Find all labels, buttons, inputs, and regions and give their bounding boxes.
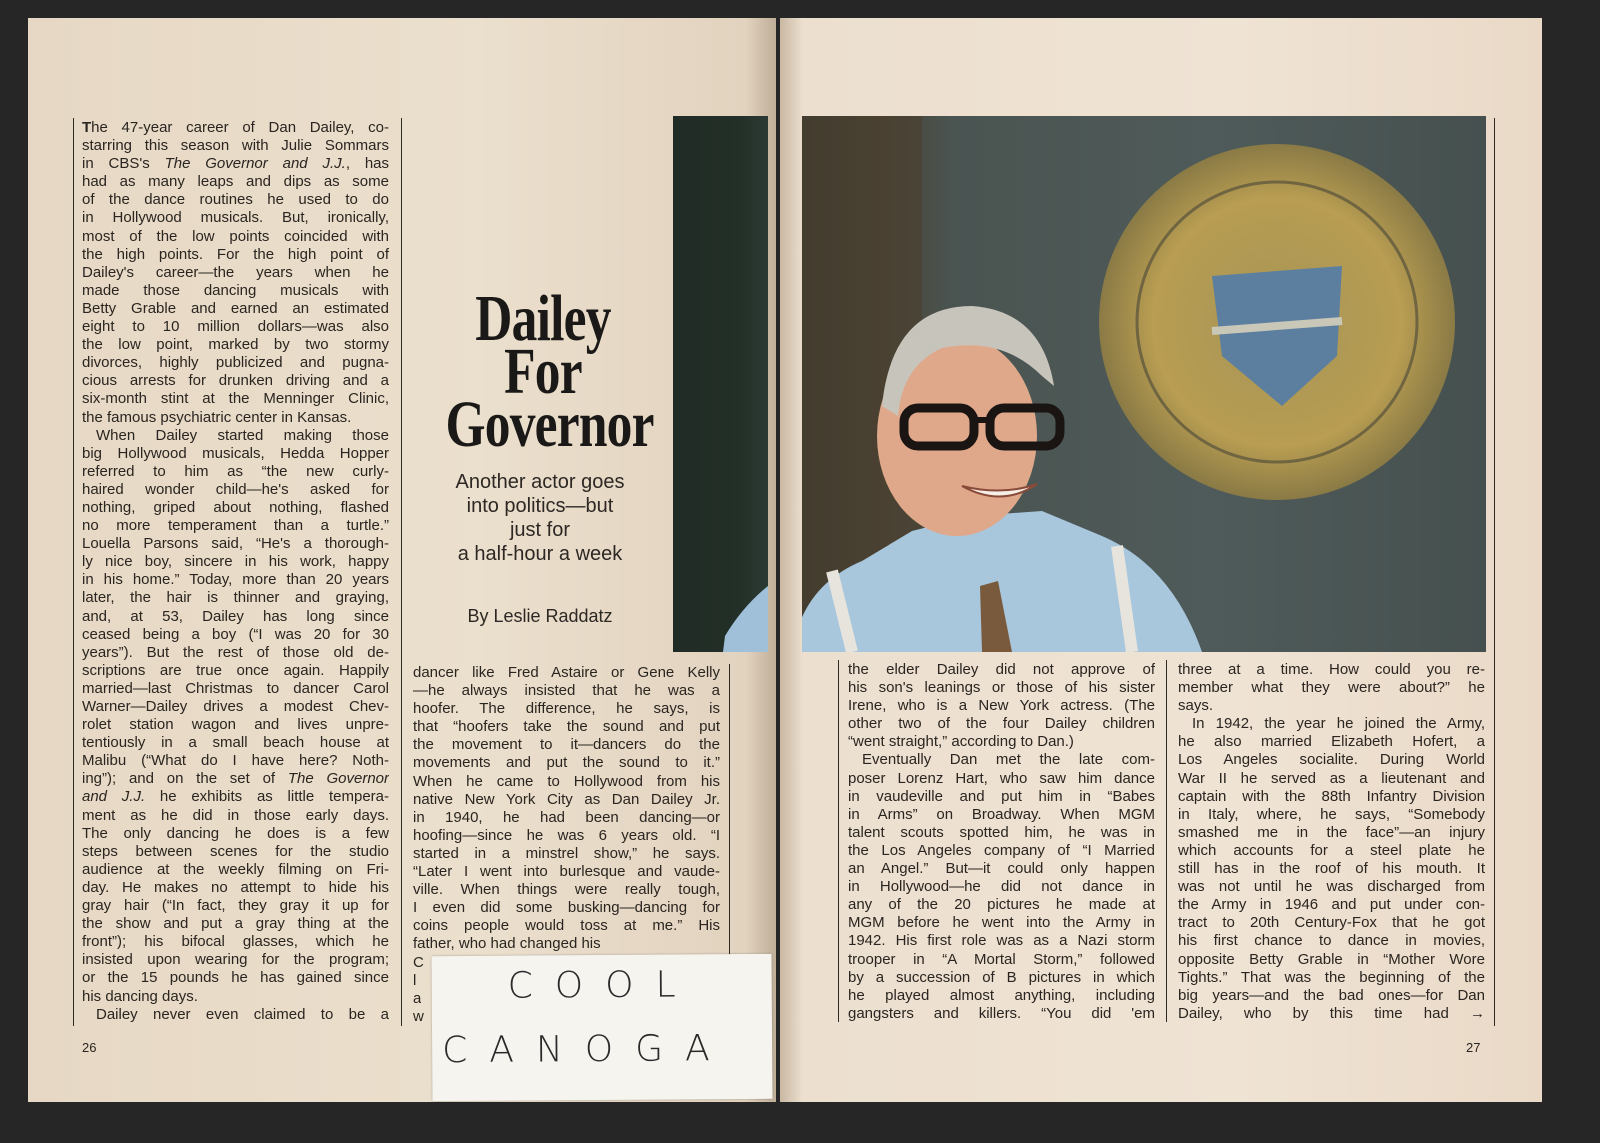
text-line: the movement to it—dancers do the — [413, 736, 720, 754]
text-line: steps between scenes for the studio — [82, 842, 389, 860]
text-line: “Later I went into burlesque and vaude- — [413, 863, 720, 881]
text-line: the Army in 1946 and put under con- — [1178, 896, 1485, 914]
text-line: —he always insisted that he was a — [413, 682, 720, 700]
text-line — [82, 788, 389, 806]
text-line: of the dance routines he used to do — [82, 191, 389, 209]
text-line: Irene, who is a New York actress. (The — [848, 697, 1155, 715]
text-line: had as many leaps and dips as some — [82, 173, 389, 191]
text-line: Tights.” That was the beginning of the — [1178, 968, 1485, 986]
text-line: ceased being a boy (“I was 20 for 30 — [82, 625, 389, 643]
text-line: In 1942, the year he joined the Army, — [1192, 715, 1485, 733]
text-line: w — [413, 1007, 424, 1025]
text-line: still has in the roof of his mouth. It — [1178, 860, 1485, 878]
text-line: Dailey, who by this time had → — [1178, 1004, 1485, 1022]
text-line: The only dancing he does is a few — [82, 824, 389, 842]
text-line: MGM before he went into the Army in — [848, 914, 1155, 932]
text-line: rolet station wagon and lives unpre- — [82, 716, 389, 734]
text-line: he also married Elizabeth Hofert, a — [1178, 733, 1485, 751]
text-segment: in CBS's — [82, 155, 165, 173]
subtitle-line: just for — [509, 519, 571, 541]
text-line: referred to him as “the new curly- — [82, 462, 389, 480]
text-line: a — [413, 989, 422, 1007]
text-line: in vaudeville and put him in “Babes — [848, 787, 1155, 805]
text-line: movements and put the sound to it.” — [413, 754, 720, 772]
text-segment: he 47-year career of Dan Dailey, co- — [91, 119, 389, 136]
column-rule — [73, 118, 74, 1026]
text-line: the show and put a gray thing at the — [82, 915, 389, 933]
text-line: Dailey never even claimed to be a — [96, 1005, 389, 1023]
text-line: big Hollywood musicals, Hedda Hopper — [82, 444, 389, 462]
photo-illustration — [802, 116, 1486, 652]
text-line: the high points. For the high point of — [82, 245, 389, 263]
subtitle-line: into politics—but — [466, 495, 614, 517]
subtitle-line: a half-hour a week — [457, 543, 623, 565]
text-line: poser Lorenz Hart, who saw him dance — [848, 769, 1155, 787]
text-line: was not until he was discharged from — [1178, 878, 1485, 896]
text-line: six-month stint at the Menninger Clinic, — [82, 390, 389, 408]
text-line: talent scouts spotted him, he was in — [848, 823, 1155, 841]
text-line: and, at 53, Dailey has long since — [82, 607, 389, 625]
text-line: three at a time. How could you re- — [1178, 661, 1485, 678]
headline-line: Dailey — [475, 282, 611, 355]
photo-dan-dailey — [802, 116, 1486, 652]
text-line: dancer like Fred Astaire or Gene Kelly — [413, 664, 720, 681]
text-line — [82, 770, 389, 788]
text-line: his dancing days. — [82, 987, 198, 1005]
headline-line: For — [504, 335, 582, 408]
text-line: started in a minstrel show,” he says. — [413, 844, 720, 862]
article-subtitle — [420, 470, 660, 566]
text-line: in his home.” Today, more than 20 years — [82, 571, 389, 589]
text-line: most of the low points coincided with — [82, 227, 389, 245]
text-line: years”). But the rest of those old de- — [82, 643, 389, 661]
text-line: 1942. His first role was as a Nazi storm — [848, 932, 1155, 950]
text-line: I even did some busking—dancing for — [413, 899, 720, 917]
text-line: cious arrests for drunken driving and a — [82, 372, 389, 390]
text-line — [82, 155, 389, 173]
headline-line: Governor — [445, 388, 654, 461]
text-line: in Hollywood—he did not dance in — [848, 878, 1155, 896]
text-line: in Arms” on Broadway. When MGM — [848, 805, 1155, 823]
text-line: the low point, marked by two stormy — [82, 336, 389, 354]
text-line: gangsters and killers. “You did 'em — [848, 1004, 1155, 1022]
text-line: big years—and the bad ones—for Dan — [1178, 986, 1485, 1004]
column-rule — [1166, 660, 1167, 1022]
text-line: by a succession of B pictures in which — [848, 968, 1155, 986]
text-line: Warner—Dailey drives a modest Chev- — [82, 698, 389, 715]
text-line: “went straight,” according to Dan.) — [848, 733, 1074, 751]
photo-shirt-shape — [673, 116, 768, 652]
note-line-2: CANOGA — [442, 1028, 732, 1072]
text-line: married—last Christmas to dancer Carol — [82, 679, 389, 697]
text-line: haired wonder child—he's asked for — [82, 480, 389, 498]
text-line: l — [413, 971, 417, 989]
subtitle-line: Another actor goes — [455, 471, 625, 493]
text-line: tentiously in a small beach house at — [82, 734, 389, 752]
text-line: C — [413, 953, 424, 971]
text-line: day. He makes no attempt to hide his — [82, 878, 389, 896]
text-segment: , has — [345, 155, 389, 173]
text-line — [82, 119, 389, 137]
text-line: Eventually Dan met the late com- — [862, 751, 1155, 769]
text-line: later, the hair is thinner and graying, — [82, 589, 389, 607]
text-line: Los Angeles socialite. During World — [1178, 751, 1485, 769]
text-line: made those dancing musicals with — [82, 281, 389, 299]
text-line: War II he served as a lieutenant and — [1178, 769, 1485, 787]
column-rule — [401, 118, 402, 1026]
text-line: the famous psychiatric center in Kansas. — [82, 408, 352, 426]
text-line: Louella Parsons said, “He's a thorough- — [82, 535, 389, 553]
page-number-right: 27 — [1466, 1040, 1481, 1055]
text-line: says. — [1178, 697, 1214, 715]
page-number-left: 26 — [82, 1040, 97, 1055]
text-line: other two of the four Dailey children — [848, 715, 1155, 733]
article-headline — [418, 282, 668, 461]
text-line: ment as he did in those early days. — [82, 806, 389, 824]
text-line: starring this season with Julie Sommars — [82, 137, 389, 155]
article-column-4 — [1178, 661, 1485, 1023]
text-line: any of the 20 pictures he made at — [848, 896, 1155, 914]
text-line: he played almost anything, including — [848, 986, 1155, 1004]
text-line: coins people would toss at me.” His — [413, 917, 720, 935]
text-line: member what they were about?” he — [1178, 679, 1485, 697]
text-line: the Los Angeles company of “I Married — [848, 841, 1155, 859]
text-line: Betty Grable and earned an estimated — [82, 299, 389, 317]
text-line: an Angel.” But—it could only happen — [848, 860, 1155, 878]
text-line: When Dailey started making those — [96, 426, 389, 444]
text-line: no more temperament than a turtle.” — [82, 517, 389, 535]
text-line: in 1940, he had been dancing—or — [413, 808, 720, 826]
text-segment: The Governor — [287, 770, 389, 788]
text-line: or the 15 pounds he has gained since — [82, 969, 389, 987]
text-line: Dailey's career—the years when he — [82, 263, 389, 281]
text-line: tract to 20th Century-Fox that he got — [1178, 914, 1485, 932]
photo-left-part — [673, 116, 768, 652]
text-line: his son's leanings or those of his sister — [848, 679, 1155, 697]
text-line: gray hair (“In fact, they gray it up for — [82, 897, 389, 915]
text-segment: The Governor and J.J. — [164, 155, 346, 173]
text-line: eight to 10 million dollars—was also — [82, 318, 389, 336]
text-line: When he came to Hollywood from his — [413, 772, 720, 790]
text-line: the elder Dailey did not approve of — [848, 661, 1155, 678]
article-column-3 — [848, 661, 1155, 1023]
text-line: Malibu (“What do I have here? Noth- — [82, 752, 389, 770]
text-line: smashed me in the face”—an injury — [1178, 823, 1485, 841]
text-line: that “hoofers take the sound and put — [413, 718, 720, 736]
text-segment: ing”); and on the set of — [82, 770, 288, 788]
text-line: front”); his bifocal glasses, which he — [82, 933, 389, 951]
note-line-1: COOL — [507, 964, 698, 1007]
article-column-1 — [82, 119, 389, 1024]
text-line: hoofing—since he was 6 years old. “I — [413, 826, 720, 844]
text-line: hoofer. The difference, he says, is — [413, 700, 720, 718]
column-rule — [1494, 118, 1495, 1026]
text-line: native New York City as Dan Dailey Jr. — [413, 790, 720, 808]
text-line: insisted upon wearing for the program; — [82, 951, 389, 969]
text-line: in Hollywood musicals. But, ironically, — [82, 209, 389, 227]
text-line: in Italy, where, he says, “Somebody — [1178, 805, 1485, 823]
text-line: divorces, highly publicized and pugna- — [82, 354, 389, 372]
text-segment: he exhibits as little tempera- — [145, 788, 389, 806]
handwritten-note-label — [431, 954, 772, 1101]
text-line: audience at the weekly filming on Fri- — [82, 860, 389, 878]
byline: By Leslie Raddatz — [467, 606, 613, 626]
text-line: nothing, griped about nothing, flashed — [82, 498, 389, 516]
text-line: ville. When things were really tough, — [413, 881, 720, 899]
text-line: his first chance to dance in movies, — [1178, 932, 1485, 950]
text-segment: T — [82, 119, 92, 136]
text-line: which accounts for a steel plate he — [1178, 841, 1485, 859]
column-rule — [838, 660, 839, 1022]
text-line: scriptions are true once again. Happily — [82, 661, 389, 679]
text-line: opposite Betty Grable in “Mother Wore — [1178, 950, 1485, 968]
text-line: trooper in “A Mortal Storm,” followed — [848, 950, 1155, 968]
text-line: father, who had changed his — [413, 935, 601, 953]
text-line: captain with the 88th Infantry Division — [1178, 787, 1485, 805]
text-segment: and J.J. — [82, 788, 146, 806]
text-line: ly nice boy, sincere in his work, happy — [82, 553, 389, 571]
